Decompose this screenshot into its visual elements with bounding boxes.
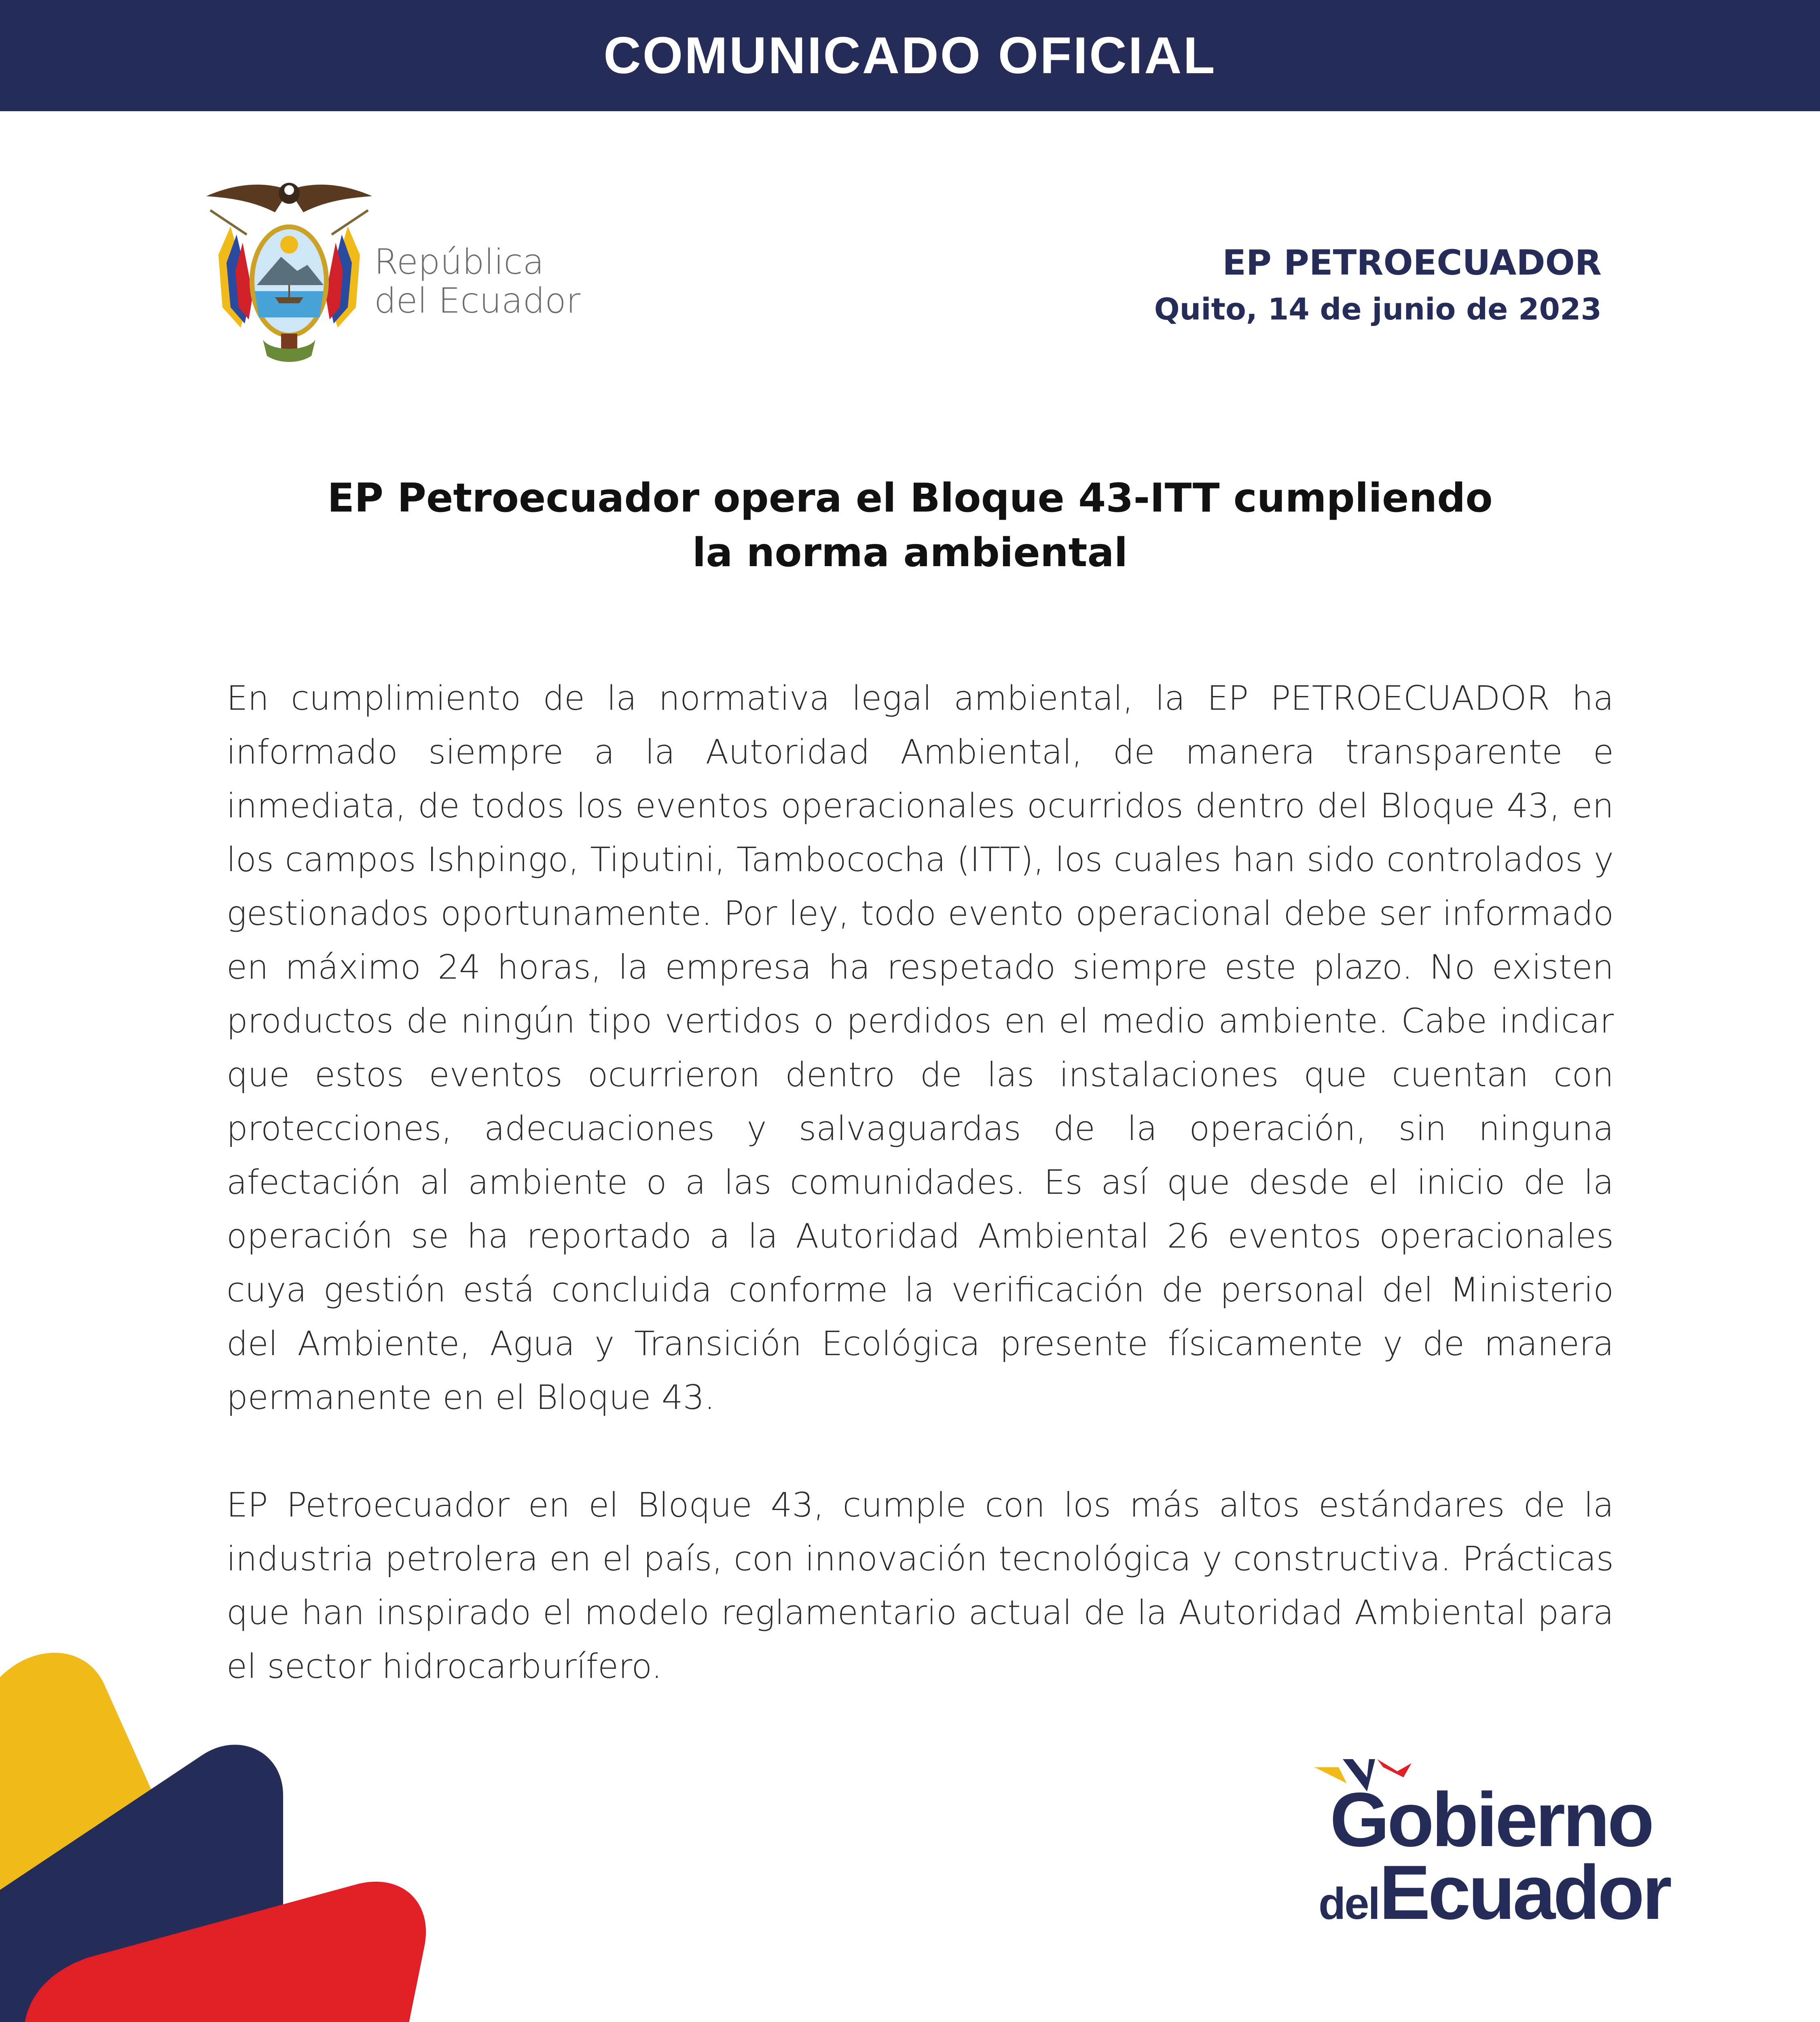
government-wordmark-line1: Gobierno (1330, 1777, 1652, 1863)
issuer-place-date: Quito, 14 de junio de 2023 (1154, 292, 1602, 327)
government-wordmark-line2 (1318, 1850, 1670, 1954)
decorative-flag-shapes (0, 1650, 445, 2022)
government-wordmark-ecuador: Ecuador (1379, 1850, 1670, 1935)
government-wordmark (1318, 1777, 1670, 1954)
headline-line2: la norma ambiental (692, 530, 1128, 576)
republic-name-line1: República (374, 242, 544, 282)
banner-title: COMUNICADO OFICIAL (603, 27, 1217, 85)
header-banner (0, 0, 1820, 111)
paragraph-1: En cumplimiento de la normativa legal ambiental, la EP PETROECUADOR ha informado siempre a la Autoridad Ambiental, de manera transparente e inmediata, de todos los eventos operacionales ocurridos dentro del Bloque 43, en los campos Ishpingo, Tiputini, Tambococha (ITT), los cuales han sido controlados y gestionados oportunamente. Por ley, todo evento operacional debe ser informado en máximo 24 horas, la empresa ha respetado siempre este plazo. No existen productos de ningún tipo vertidos o perdidos en el medio ambiente. Cabe indicar que estos eventos ocurrieron dentro de las instalaciones que cuentan con protecciones, adecuaciones y salvaguardas de la operación, sin ninguna afectación al ambiente o a las comunidades. Es así que desde el inicio de la operación se ha reportado a la Autoridad Ambiental 26 eventos operacionales cuya gestión está concluida conforme la verificación de personal del Ministerio del Ambiente, Agua y Transición Ecológica presente físicamente y de manera permanente en el Bloque 43. (226, 679, 1614, 1417)
paragraph-2: EP Petroecuador en el Bloque 43, cumple con los más altos estándares de la industria petrolera en el país, con innovación tecnológica y constructiva. Prácticas que han inspirado el modelo reglamentario actual de la Autoridad Ambiental para el sector hidrocarburífero. (226, 1485, 1614, 1686)
headline (226, 471, 1594, 580)
article-body (226, 671, 1614, 1747)
issuer-organization: EP PETROECUADOR (1222, 243, 1602, 283)
issuer-block (1154, 239, 1602, 332)
government-wordmark-del: del (1318, 1879, 1379, 1929)
coat-of-arms-icon (202, 174, 376, 368)
republic-name (374, 243, 580, 320)
republic-name-line2: del Ecuador (374, 281, 581, 321)
headline-line1: EP Petroecuador opera el Bloque 43-ITT cumpliendo (327, 475, 1493, 521)
